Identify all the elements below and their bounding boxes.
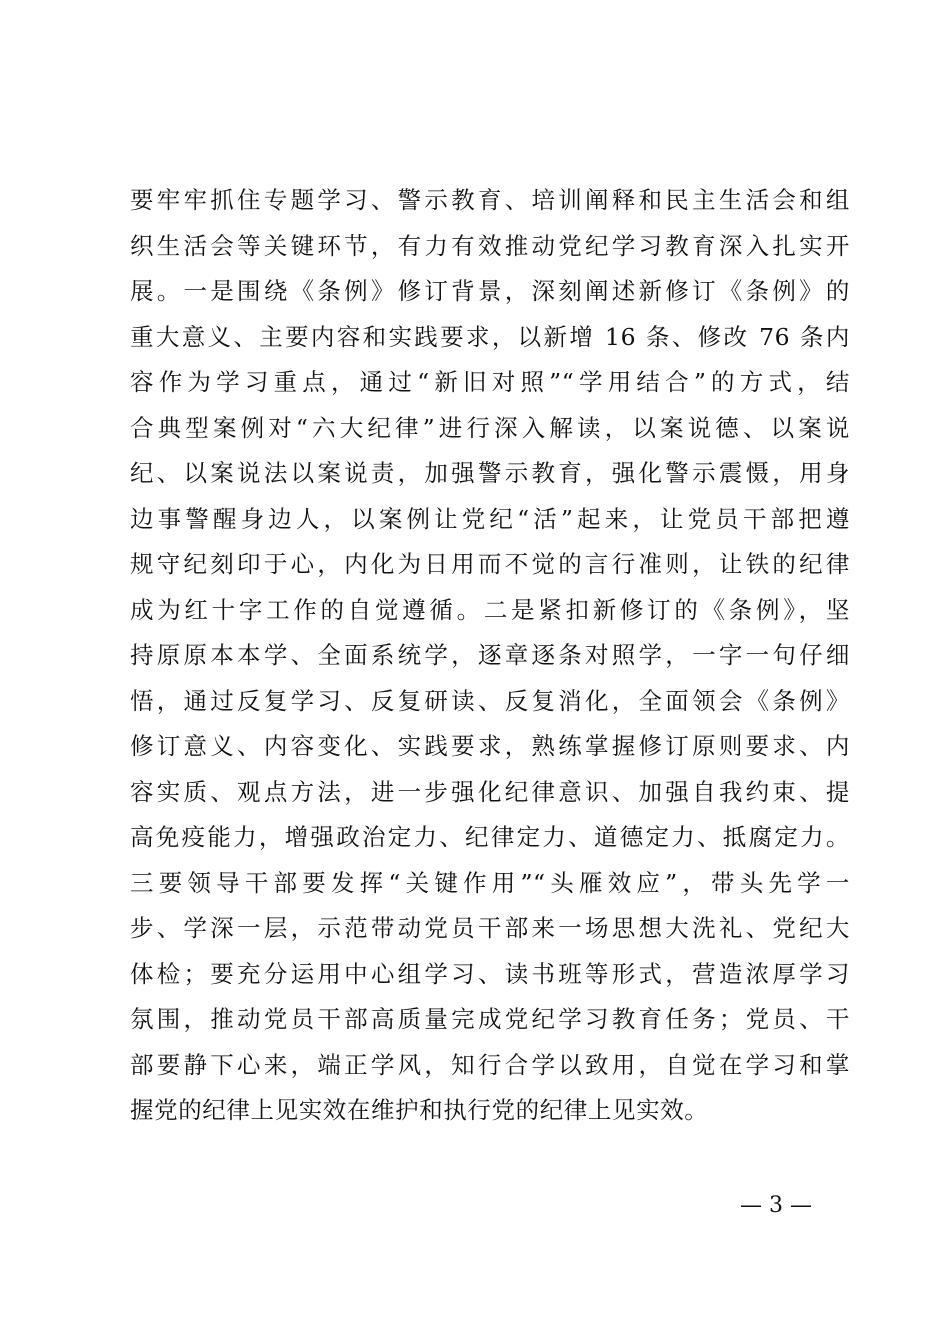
page-number: — 3 —	[740, 1193, 812, 1218]
text-line: 修订意义、内容变化、实践要求，熟练掌握修订原则要求、内	[130, 732, 850, 760]
text-line: 织生活会等关键环节，有力有效推动党纪学习教育深入扎实开	[130, 231, 850, 260]
text-line: 体检；要充分运用中心组学习、读书班等形式，营造浓厚学习	[130, 959, 850, 988]
text-line: 边事警醒身边人，以案例让党纪“活”起来，让党员干部把遵	[130, 504, 850, 533]
text-line: 高免疫能力，增强政治定力、纪律定力、道德定力、抵腐定力。	[130, 823, 850, 851]
text-line: 悟，通过反复学习、反复研读、反复消化，全面领会《条例》	[130, 686, 850, 715]
text-line: 纪、以案说法以案说责，加强警示教育，强化警示震慑，用身	[130, 459, 850, 487]
text-line: 成为红十字工作的自觉遵循。二是紧扣新修订的《条例》，坚	[130, 595, 850, 624]
text-line-last: 握党的纪律上见实效在维护和执行党的纪律上见实效。	[130, 1096, 709, 1124]
text-line: 容实质、观点方法，进一步强化纪律意识、加强自我约束、提	[130, 777, 850, 806]
text-line: 要牢牢抓住专题学习、警示教育、培训阐释和民主生活会和组	[130, 186, 850, 214]
text-line: 容作为学习重点，通过“新旧对照”“学用结合”的方式，结	[130, 368, 850, 396]
text-line: 规守纪刻印于心，内化为日用而不觉的言行准则，让铁的纪律	[130, 550, 850, 578]
text-line: 重大意义、主要内容和实践要求，以新增 16 条、修改 76 条内	[130, 322, 850, 351]
text-line: 步、学深一层，示范带动党员干部来一场思想大洗礼、党纪大	[130, 914, 850, 942]
text-line: 三要领导干部要发挥“关键作用”“头雁效应”，带头先学一	[130, 868, 850, 897]
text-line: 氛围，推动党员干部高质量完成党纪学习教育任务；党员、干	[130, 1005, 850, 1033]
text-line: 展。一是围绕《条例》修订背景，深刻阐述新修订《条例》的	[130, 277, 850, 305]
text-line: 合典型案例对“六大纪律”进行深入解读，以案说德、以案说	[130, 413, 850, 442]
body-paragraph	[130, 178, 850, 1134]
text-line: 持原原本本学、全面系统学，逐章逐条对照学，一字一句仔细	[130, 641, 850, 669]
text-line: 部要静下心来，端正学风，知行合学以致用，自觉在学习和掌	[130, 1050, 850, 1079]
